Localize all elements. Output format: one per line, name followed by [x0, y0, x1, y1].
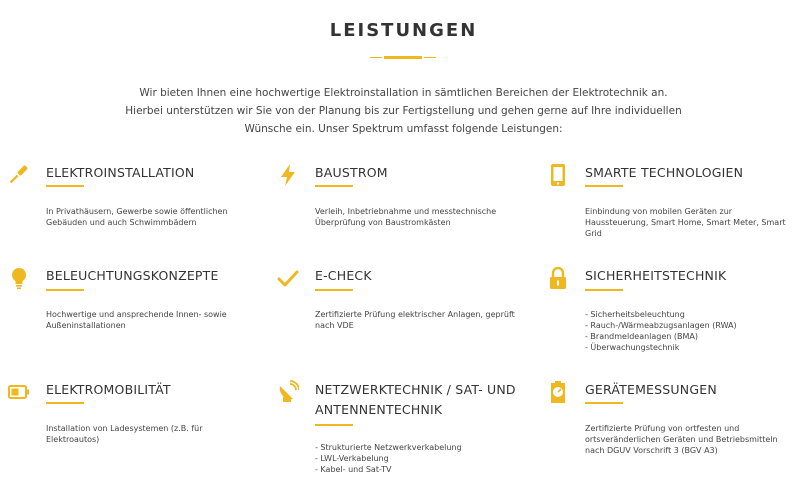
service-title-underline — [46, 289, 84, 291]
service-title-underline — [46, 185, 84, 187]
service-title-underline — [315, 185, 353, 187]
service-title: SMARTE TECHNOLOGIEN — [585, 165, 744, 180]
service-title-line: ANTENNENTECHNIK — [315, 402, 443, 417]
screwdriver-icon — [8, 163, 30, 187]
service-title-underline — [315, 289, 353, 291]
service-title: BAUSTROM — [315, 165, 388, 180]
service-title: GERÄTEMESSUNGEN — [585, 382, 717, 397]
lightbulb-icon — [8, 266, 30, 290]
service-description: - Strukturierte Netzwerkverkabelung - LWL-Verkabelung - Kabel- und Sat-TV — [315, 443, 462, 474]
section-title: LEISTUNGEN — [329, 20, 478, 41]
intro-text — [100, 84, 707, 138]
service-title: BELEUCHTUNGSKONZEPTE — [46, 268, 219, 283]
intro-line: Hierbei unterstützen wir Sie von der Planung bis zur Fertigstellung und gehen gerne auf Ihre individuellen — [125, 105, 682, 117]
battery-icon — [8, 380, 30, 404]
measuring-device-icon — [547, 380, 569, 404]
service-title: ELEKTROMOBILITÄT — [46, 382, 171, 397]
padlock-icon — [547, 266, 569, 290]
service-description: Verleih, Inbetriebnahme und messtechnische Überprüfung von Baustromkästen — [315, 207, 497, 227]
smartphone-icon — [547, 163, 569, 187]
service-title: E-CHECK — [315, 268, 372, 283]
service-description: Hochwertige und ansprechende Innen- sowie Außeninstallationen — [46, 310, 227, 330]
service-title: SICHERHEITSTECHNIK — [585, 268, 727, 283]
service-title — [315, 380, 516, 420]
service-title-underline — [315, 424, 353, 426]
intro-line: Wünsche ein. Unser Spektrum umfasst folgende Leistungen: — [244, 123, 563, 135]
service-title-underline — [585, 402, 623, 404]
service-title-underline — [46, 402, 84, 404]
service-description: Installation von Ladesystemen (z.B. für Elektroautos) — [46, 424, 203, 444]
service-description: In Privathäusern, Gewerbe sowie öffentlichen Gebäuden und auch Schwimmbädern — [46, 207, 228, 227]
checkmark-icon — [277, 266, 299, 290]
service-description: Zertifizierte Prüfung elektrischer Anlagen, geprüft nach VDE — [315, 310, 515, 330]
intro-line: Wir bieten Ihnen eine hochwertige Elektroinstallation in sämtlichen Bereichen der Elektrotechnik an. — [139, 87, 668, 99]
service-description: Zertifizierte Prüfung von ortfesten und ortsveränderlichen Geräten und Betriebsmitteln nach DGUV Vorschrift 3 (BGV A3) — [585, 424, 778, 455]
service-title-underline — [585, 289, 623, 291]
service-description: - Sicherheitsbeleuchtung - Rauch-/Wärmeabzugsanlagen (RWA) - Brandmeldeanlagen (BMA) - Überwachungstechnik — [585, 310, 737, 352]
service-title: ELEKTROINSTALLATION — [46, 165, 195, 180]
satellite-dish-icon — [277, 380, 299, 404]
lightning-bolt-icon — [277, 163, 299, 187]
service-title-line: NETZWERKTECHNIK / SAT- UND — [315, 382, 516, 397]
service-description: Einbindung von mobilen Geräten zur Haussteuerung, Smart Home, Smart Meter, Smart Grid — [585, 207, 786, 238]
title-underline — [384, 56, 422, 59]
service-title-underline — [585, 185, 623, 187]
